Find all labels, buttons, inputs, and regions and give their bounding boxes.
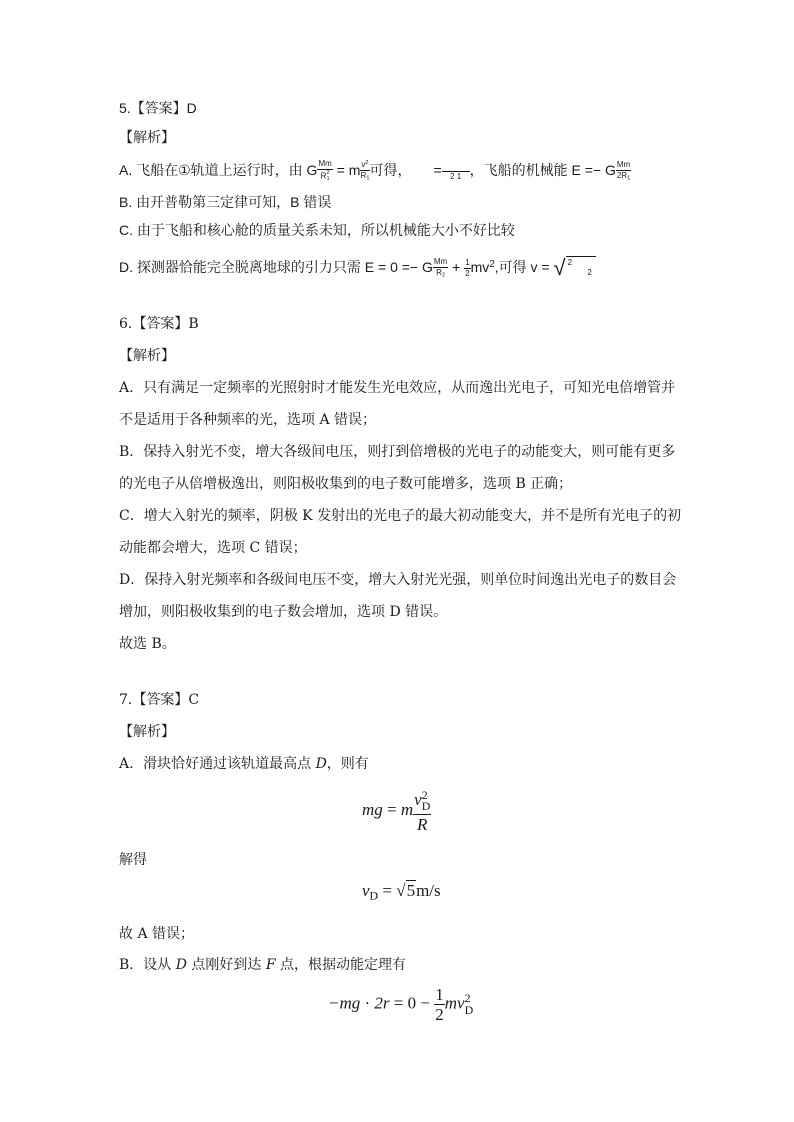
q7-option-a-result: 故 A 错误；	[119, 926, 195, 942]
fraction-mm-2r1: $\frac{Mm}{2R_1}$	[616, 159, 631, 182]
q6-option-c-line2: 动能都会增大，选项 C 错误；	[119, 540, 307, 556]
q7-answer: 7.【答案】C	[119, 692, 200, 708]
equation-work-energy: −mg · 2r = 0 − $\frac{1}{2}$ mv 2 D	[328, 985, 474, 1024]
sqrt-radical-icon: √	[396, 881, 406, 900]
q6-option-b-line2: 的光电子从倍增极逸出，则阳极收集到的电子数可能增多，选项 B 正确；	[119, 476, 573, 492]
sqrt-radical-icon: √	[553, 255, 566, 281]
q5-option-a: A. 飞船在①轨道上运行时，由 G Mm R 2 1 = m $\frac{v^2}{R_1}$ 可得， = 2 1 ，飞船的机械能 E =− G $\frac{Mm}{2R_1}$	[119, 159, 631, 182]
q6-answer: 6.【答案】B	[119, 316, 199, 332]
fraction-blank: 2 1	[442, 162, 470, 181]
fraction-mm-r1sq: Mm R 2 1	[318, 159, 332, 182]
q5-option-d: D. 探测器恰能完全脱离地球的引力只需 E = 0 =− G $\frac{Mm}{R_2}$ + $\frac{1}{2}$ $mv^2$,可得 v = √ 2 2	[119, 255, 596, 279]
fraction-sqrt-content: 2 2	[567, 258, 592, 278]
q5-answer: 5.【答案】D	[119, 100, 197, 116]
q6-analysis-heading: 【解析】	[119, 348, 175, 364]
q6-option-b-line1: B．保持入射光不变，增大各级间电压，则打到倍增极的光电子的动能变大，则可能有更多	[119, 444, 676, 460]
q6-option-d-line2: 增加，则阳极收集到的电子数会增加，选项 D 错误。	[119, 604, 448, 620]
q5-option-c: C. 由于飞船和核心舱的质量关系未知，所以机械能大小不好比较	[119, 222, 515, 238]
q6-option-c-line1: C．增大入射光的频率，阴极 K 发射出的光电子的最大初动能变大，并不是所有光电子的初	[119, 508, 682, 524]
q7-analysis-heading: 【解析】	[119, 724, 175, 740]
equation-mg-mv2-over-r: mg = m v 2 D R	[362, 788, 431, 834]
equation-vd-sqrt5: $v_D = √5m/s$	[362, 881, 441, 903]
q6-option-d-line1: D．保持入射光频率和各级间电压不变，增大入射光光强，则单位时间逸出光电子的数目会	[119, 572, 677, 588]
q5-option-b: B. 由开普勒第三定律可知，B 错误	[119, 194, 332, 210]
q6-option-a-line1: A．只有满足一定频率的光照射时才能发生光电效应，从而逸出光电子，可知光电倍增管并	[119, 380, 676, 396]
fraction-mm-r2: $\frac{Mm}{R_2}$	[433, 256, 448, 279]
q5-analysis-heading: 【解析】	[119, 129, 175, 145]
q6-option-a-line2: 不是适用于各种频率的光，选项 A 错误；	[119, 412, 377, 428]
fraction-one-half: $\frac{1}{2}$	[465, 257, 470, 278]
q6-conclusion: 故选 B。	[119, 636, 176, 652]
q7-option-b-line: B．设从 D 点刚好到达 F 点，根据动能定理有	[119, 957, 407, 973]
fraction-v2-r1: $\frac{v^2}{R_1}$	[360, 159, 370, 182]
q7-solve-label: 解得	[119, 852, 147, 868]
q7-option-a-line: A．滑块恰好通过该轨道最高点 D，则有	[119, 756, 369, 772]
